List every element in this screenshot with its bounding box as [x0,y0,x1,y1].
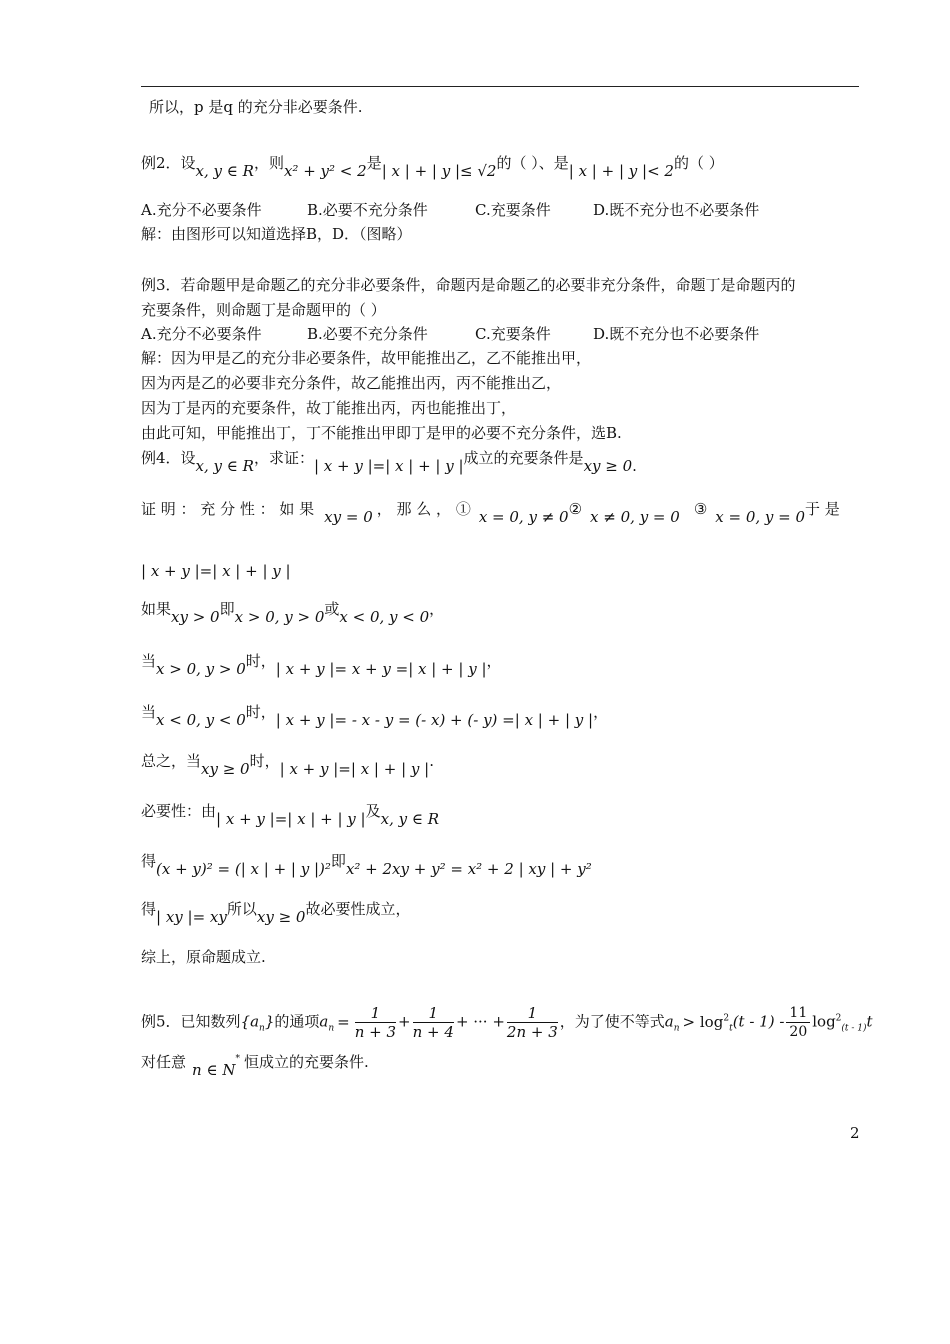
proof-square-line: 得(x + y)² = (| x | + | y |)²即x² + 2xy + y² = x² + 2 | xy | + y² [141,852,592,878]
example-3-solution-3: 因为丁是丙的充要条件，故丁能推出丙，丙也能推出丁， [141,399,517,417]
proof-case-line: 如果xy > 0即x > 0, y > 0或x < 0, y < 0， [141,600,445,626]
example-3-solution-2: 因为丙是乙的必要非充分条件，故乙能推出丙，丙不能推出乙， [141,374,562,392]
proof-abs-line: 得| xy |= xy所以xy ≥ 0故必要性成立， [141,900,411,926]
example-5-line-2: 对任意 n ∈ N* 恒成立的充要条件. [141,1053,369,1079]
proof-summary-line: 总之，当xy ≥ 0时，| x + y |=| x | + | y |. [141,752,434,778]
conclusion-line: 所以，p 是q 的充分非必要条件. [149,98,363,116]
example-3-solution-1: 解：因为甲是乙的充分非必要条件，故甲能推出乙，乙不能推出甲， [141,349,592,367]
example-5-line-1: 例5．已知数列$\{a_n\}$的通项$a_n$ = $\frac{1}{n + 3}$ + $\frac{1}{n + 4}$ + ··· + $\frac{1}{2n + 3}$ ，为了使不等式$a_n > \log^2_t(t - 1)$ - $\frac{11}{20}$ $\log^2_{(t - 1)}t$ [141,1004,873,1041]
example-3-line-1: 例3．若命题甲是命题乙的充分非必要条件，命题丙是命题乙的必要非充分条件，命题丁是命题丙的 [141,276,796,294]
example-3-options: A.充分不必要条件 B.必要不充分条件 C.充要条件 D.既不充分也不必要条件 [141,325,760,343]
header-rule [141,86,859,87]
example-4-line: 例4．设x, y ∈ R，求证：| x + y |=| x | + | y |成立的充要条件是xy ≥ 0. [141,449,637,475]
page-number: 2 [850,1124,860,1142]
example-2-solution: 解：由图形可以知道选择B，D．（图略） [141,225,412,243]
proof-necessity-line: 必要性：由| x + y |=| x | + | y |及x, y ∈ R [141,802,440,828]
fraction-3: $\frac{1}{2n + 3}$ [506,1004,558,1041]
proof-conclusion: 综上，原命题成立. [141,948,266,966]
fraction-2: $\frac{1}{n + 4}$ [412,1004,454,1041]
proof-positive-case: 当x > 0, y > 0时，| x + y |= x + y =| x | + | y |， [141,652,502,678]
proof-sufficiency-line: 证 明 ： 充 分 性 ： 如 果 xy = 0 ， 那 么 ， ① x = 0, y ≠ 0② x ≠ 0, y = 0 ③ x = 0, y = 0于 是 [141,500,840,526]
example-3-solution-4: 由此可知，甲能推出丁，丁不能推出甲即丁是甲的必要不充分条件，选B. [141,424,622,442]
fraction-11-20: $\frac{11}{20}$ [786,1004,810,1041]
fraction-1: $\frac{1}{n + 3}$ [354,1004,397,1041]
proof-negative-case: 当x < 0, y < 0时，| x + y |= - x - y = (- x) + (- y) =| x | + | y |， [141,703,609,729]
example-2-line: 例2．设x, y ∈ R，则x² + y² < 2是| x | + | y |≤ √2的（ ）、是| x | + | y |< 2的（ ） [141,154,724,180]
example-3-line-2: 充要条件，则命题丁是命题甲的（ ） [141,301,386,319]
proof-result-line: | x + y |=| x | + | y | [141,562,291,580]
example-2-options: A.充分不必要条件 B.必要不充分条件 C.充要条件 D.既不充分也不必要条件 [141,201,760,219]
